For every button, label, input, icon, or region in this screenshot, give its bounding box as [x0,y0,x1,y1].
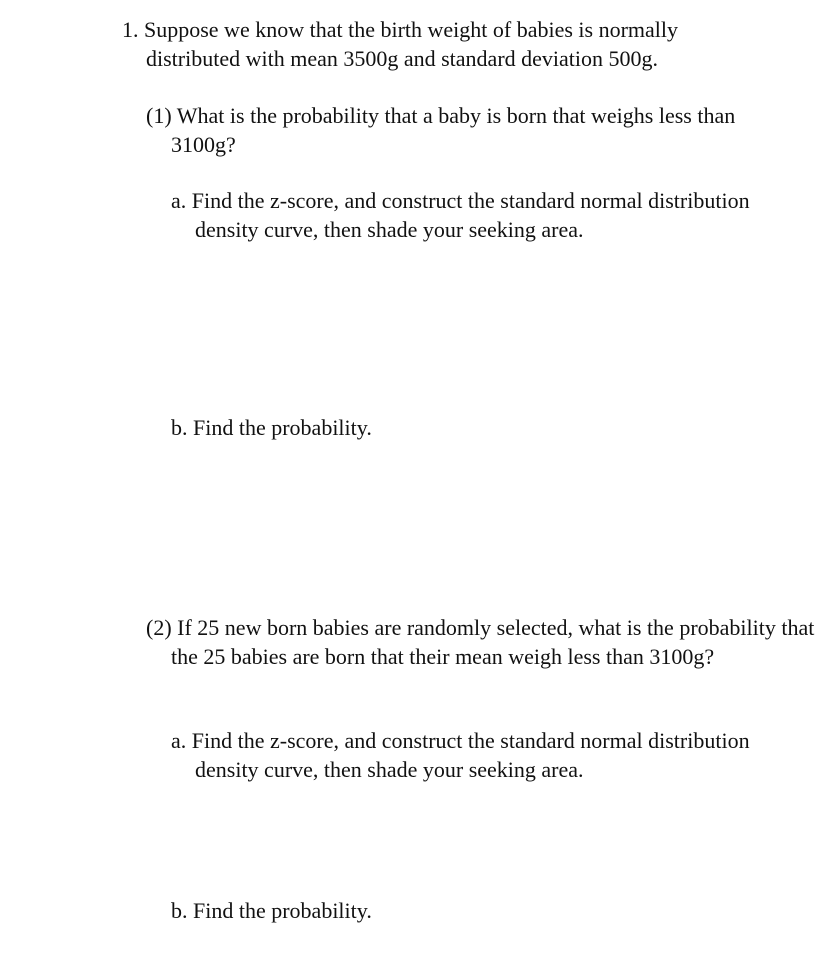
part-2-b-label: b. [171,898,188,923]
part-2-a-label: a. [171,728,187,753]
part-1-step-a [171,187,755,244]
part-1-label: (1) [146,103,172,128]
part-1-a-text: Find the z-score, and construct the standard normal distribution density curve, then shade your seeking area. [191,188,750,242]
question-1 [122,16,706,73]
part-2-question [146,614,828,671]
part-1-text: What is the probability that a baby is born that weighs less than 3100g? [171,103,736,157]
part-2-b-text: Find the probability. [193,898,372,923]
question-number: 1. [122,17,139,42]
part-1-b-text: Find the probability. [193,415,372,440]
part-2-a-text: Find the z-score, and construct the standard normal distribution density curve, then shade your seeking area. [191,728,750,782]
part-2-step-b [171,897,731,926]
part-2-label: (2) [146,615,172,640]
part-1-step-b [171,414,731,443]
part-2-text: If 25 new born babies are randomly selected, what is the probability that the 25 babies are born that their mean weigh less than 3100g? [171,615,815,669]
question-stem: Suppose we know that the birth weight of babies is normally distributed with mean 3500g and standard deviation 500g. [144,17,679,71]
part-1-a-label: a. [171,188,187,213]
part-2-step-a [171,727,755,784]
part-1-question [146,102,771,159]
part-1-b-label: b. [171,415,188,440]
